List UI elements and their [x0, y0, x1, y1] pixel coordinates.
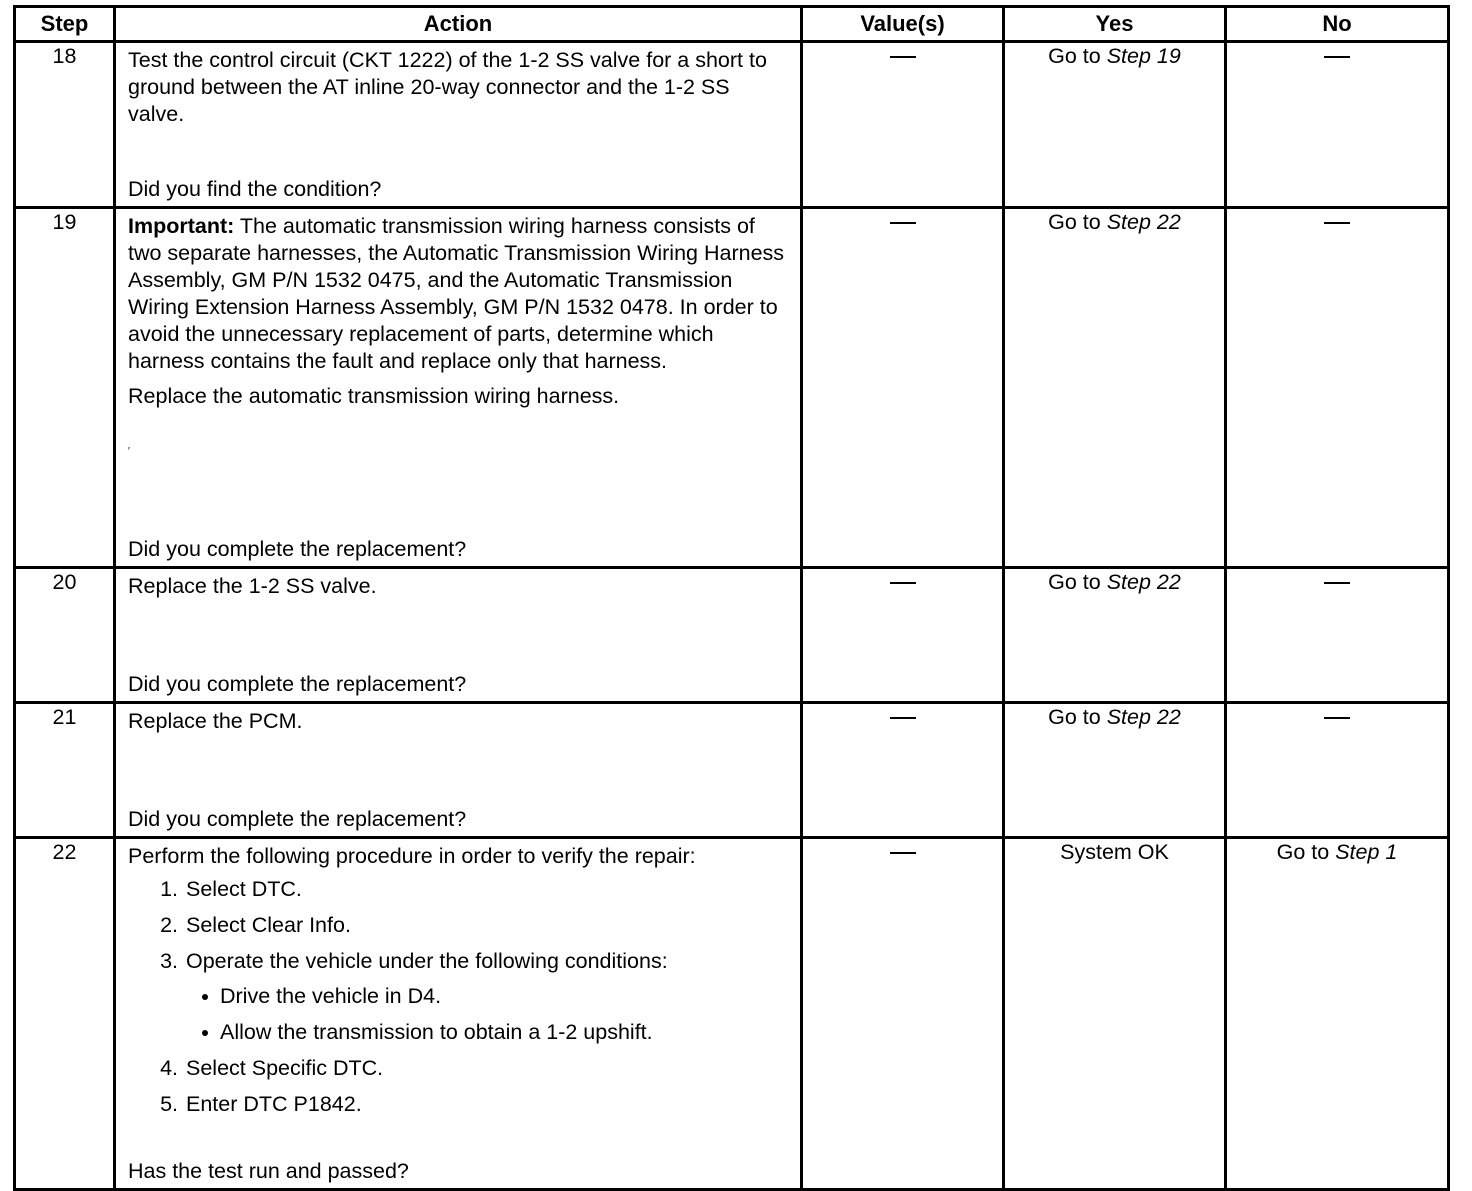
action-question: Did you complete the replacement? — [128, 672, 467, 696]
diagnostic-table — [13, 5, 1450, 1191]
list-item — [184, 948, 790, 1046]
no-cell — [1226, 838, 1449, 1190]
action-cell — [115, 703, 802, 838]
header-action: Action — [115, 7, 802, 42]
action-question: Did you complete the replacement? — [128, 537, 467, 561]
header-row — [15, 7, 1449, 42]
action-cell — [115, 568, 802, 703]
value-dash — [802, 703, 1004, 838]
table-row-step-20 — [15, 568, 1449, 703]
value-dash — [802, 42, 1004, 208]
important-text: The automatic transmission wiring harness consists of two separate harnesses, the Automatic Transmission Wiring Harness Assembly, GM P/N 1532 0475, and the Automatic Transmission Wiring Extension Harness Assembly, GM P/N 1532 0478. In order to avoid the unnecessary replacement of parts, determine which harness contains the fault and replace only that harness. — [128, 214, 785, 373]
table-row-step-21 — [15, 703, 1449, 838]
action-text: Perform the following procedure in order to verify the repair: — [128, 844, 696, 868]
no-dash — [1226, 568, 1449, 703]
no-goto-step-link[interactable]: Step 1 — [1335, 840, 1398, 864]
step-number: 18 — [15, 42, 115, 208]
action-question: Did you complete the replacement? — [128, 807, 467, 831]
table-row-step-22 — [15, 838, 1449, 1190]
bullet-item: Allow the transmission to obtain a 1-2 upshift. — [198, 1019, 790, 1046]
yes-goto-step-link[interactable]: Step 22 — [1106, 705, 1181, 729]
action-question: Did you find the condition? — [128, 177, 382, 201]
list-item: 2. Select Clear Info. — [184, 912, 790, 939]
procedure-list — [128, 876, 790, 1118]
list-item-text: Operate the vehicle under the following conditions: — [186, 949, 668, 973]
important-note — [128, 213, 790, 375]
yes-cell — [1004, 568, 1226, 703]
yes-cell — [1004, 208, 1226, 568]
action-text: Replace the PCM. — [128, 709, 303, 733]
value-dash — [802, 568, 1004, 703]
no-goto-prefix: Go to — [1276, 840, 1336, 864]
action-text: Replace the automatic transmission wiring harness. — [128, 384, 620, 408]
step-number: 21 — [15, 703, 115, 838]
header-values: Value(s) — [802, 7, 1004, 42]
bullet-item: Drive the vehicle in D4. — [198, 983, 790, 1010]
yes-result: System OK — [1060, 840, 1169, 864]
step-number: 20 — [15, 568, 115, 703]
yes-goto-prefix: Go to — [1048, 210, 1107, 234]
list-item: 1. Select DTC. — [184, 876, 790, 903]
yes-goto-prefix: Go to — [1048, 570, 1107, 594]
action-text: Test the control circuit (CKT 1222) of the 1-2 SS valve for a short to ground between the AT inline 20-way connector and the 1-2 SS valve. — [128, 48, 767, 126]
value-dash — [802, 208, 1004, 568]
yes-goto-step-link[interactable]: Step 19 — [1106, 44, 1181, 68]
table-row-step-19 — [15, 208, 1449, 568]
step-number: 19 — [15, 208, 115, 568]
list-item: 4. Select Specific DTC. — [184, 1055, 790, 1082]
header-yes: Yes — [1004, 7, 1226, 42]
action-text: Replace the 1-2 SS valve. — [128, 574, 377, 598]
header-step: Step — [15, 7, 115, 42]
yes-cell — [1004, 42, 1226, 208]
yes-cell — [1004, 838, 1226, 1190]
yes-cell — [1004, 703, 1226, 838]
action-question: Has the test run and passed? — [128, 1159, 409, 1183]
condition-list — [186, 983, 790, 1046]
important-label: Important: — [128, 214, 235, 238]
no-dash — [1226, 208, 1449, 568]
stray-mark: ′ — [128, 446, 130, 457]
action-cell — [115, 42, 802, 208]
no-dash — [1226, 42, 1449, 208]
step-number: 22 — [15, 838, 115, 1190]
value-dash — [802, 838, 1004, 1190]
table-row-step-18 — [15, 42, 1449, 208]
yes-goto-step-link[interactable]: Step 22 — [1106, 210, 1181, 234]
no-dash — [1226, 703, 1449, 838]
yes-goto-prefix: Go to — [1048, 44, 1107, 68]
action-cell — [115, 208, 802, 568]
list-item: 5. Enter DTC P1842. — [184, 1091, 790, 1118]
action-cell — [115, 838, 802, 1190]
header-no: No — [1226, 7, 1449, 42]
yes-goto-prefix: Go to — [1048, 705, 1107, 729]
yes-goto-step-link[interactable]: Step 22 — [1106, 570, 1181, 594]
